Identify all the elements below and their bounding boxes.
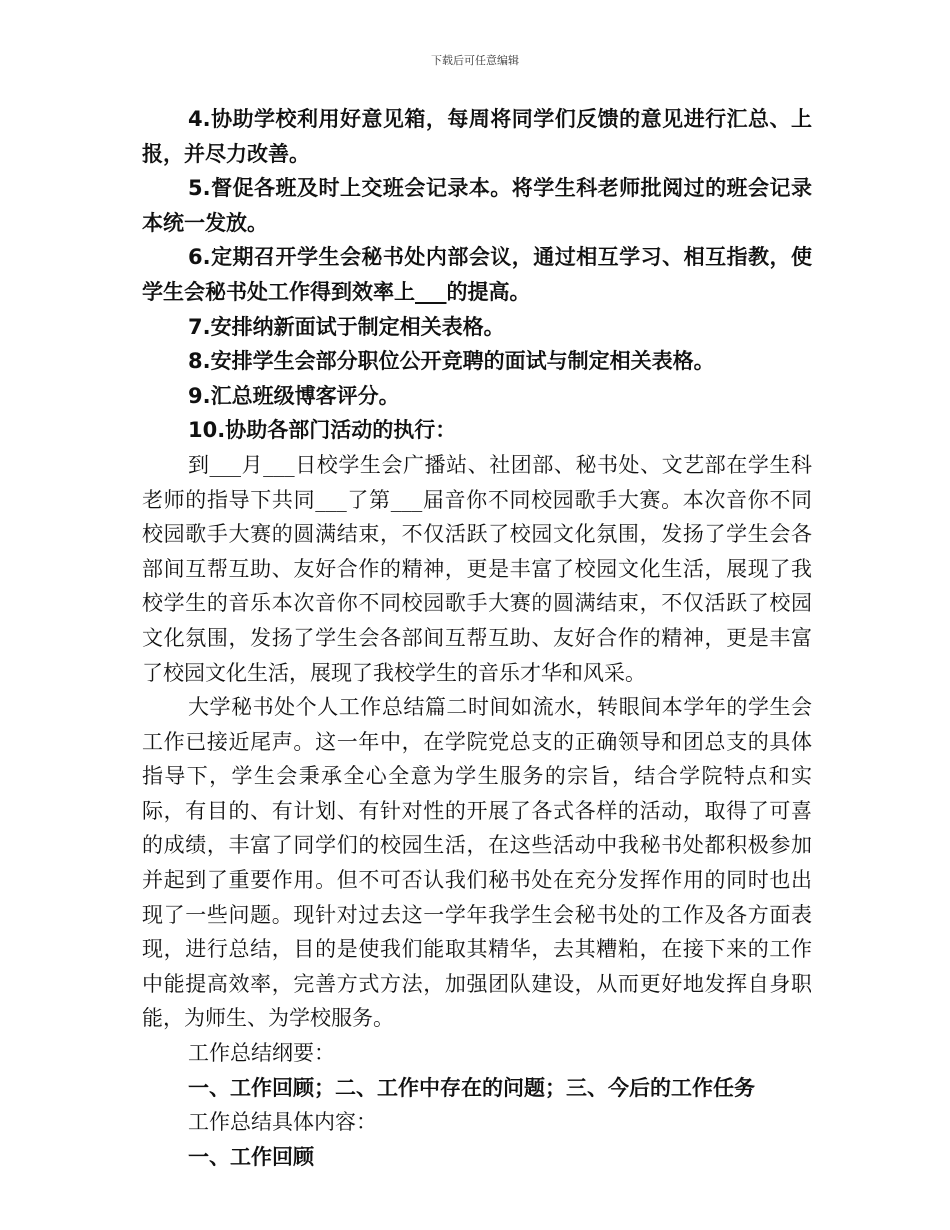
paragraph-item-8: 8.安排学生会部分职位公开竞聘的面试与制定相关表格。 [188,349,715,374]
document-body [142,102,812,1174]
paragraph-item-10: 10.协助各部门活动的执行： [188,418,457,443]
paragraph-item-5: 5.督促各班及时上交班会记录本。将学生科老师批阅过的班会记录本统一发放。 [142,176,812,235]
page-header: 下载后可任意编辑 [431,54,519,67]
section-heading-review: 一、工作回顾 [188,1144,314,1169]
outline-heading: 工作总结纲要： [188,1041,335,1066]
paragraph-summary-intro: 大学秘书处个人工作总结篇二时间如流水，转眼间本学年的学生会工作已接近尾声。这一年中，在学院党总支的正确领导和团总支的具体指导下，学生会秉承全心全意为学生服务的宗旨，结合学院特点和实际，有目的、有计划、有针对性的开展了各式各样的活动，取得了可喜的成绩，丰富了同学们的校园生活，在这些活动中我秘书处都积极参加并起到了重要作用。但不可否认我们秘书处在充分发挥作用的同时也出现了一些问题。现针对过去这一学年我学生会秘书处的工作及各方面表现，进行总结，目的是使我们能取其精华，去其糟粕，在接下来的工作中能提高效率，完善方式方法，加强团队建设，从而更好地发挥自身职能，为师生、为学校服务。 [142,695,812,1031]
outline-items: 一、工作回顾；二、工作中存在的问题；三、今后的工作任务 [188,1075,755,1100]
paragraph-item-4: 4.协助学校利用好意见箱，每周将同学们反馈的意见进行汇总、上报，并尽力改善。 [142,107,812,166]
paragraph-item-9: 9.汇总班级博客评分。 [188,383,400,408]
paragraph-item-7: 7.安排纳新面试于制定相关表格。 [188,314,505,339]
paragraph-item-6: 6.定期召开学生会秘书处内部会议，通过相互学习、相互指教，使学生会秘书处工作得到效率上___的提高。 [142,245,812,304]
content-heading: 工作总结具体内容： [188,1110,377,1135]
paragraph-singer-contest: 到___月___日校学生会广播站、社团部、秘书处、文艺部在学生科老师的指导下共同___了第___届音你不同校园歌手大赛。本次音你不同校园歌手大赛的圆满结束，不仅活跃了校园文化氛围，发扬了学生会各部间互帮互助、友好合作的精神，更是丰富了校园文化生活，展现了我校学生的音乐本次音你不同校园歌手大赛的圆满结束，不仅活跃了校园文化氛围，发扬了学生会各部间互帮互助、友好合作的精神，更是丰富了校园文化生活，展现了我校学生的音乐才华和风采。 [142,452,812,685]
